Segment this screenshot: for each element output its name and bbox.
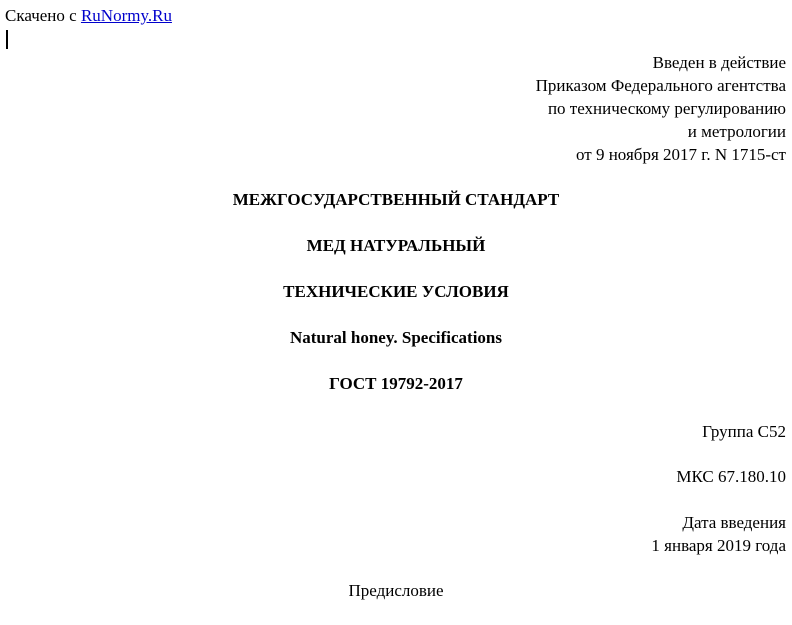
enactment-block [536,51,786,166]
enactment-line-5: от 9 ноября 2017 г. N 1715-ст [576,145,786,164]
standard-code: ГОСТ 19792-2017 [329,374,463,393]
standard-type-heading: МЕЖГОСУДАРСТВЕННЫЙ СТАНДАРТ [232,190,560,209]
intro-date-label: Дата введения [682,513,786,532]
source-prefix: Скачено с [5,6,81,25]
enactment-line-4: и метрологии [687,122,786,141]
group-label: Группа С52 [702,422,786,441]
document-title: МЕД НАТУРАЛЬНЫЙ [306,236,486,255]
enactment-line-3: по техническому регулированию [547,99,786,118]
enactment-line-2: Приказом Федерального агентства [535,76,786,95]
mks-label: МКС 67.180.10 [676,467,786,486]
source-line [5,6,172,26]
intro-date-value: 1 января 2019 года [651,536,786,555]
english-title: Natural honey. Specifications [289,328,503,347]
document-subtitle: ТЕХНИЧЕСКИЕ УСЛОВИЯ [283,282,509,301]
enactment-line-1: Введен в действие [652,53,786,72]
runormy-link[interactable]: RuNormy.Ru [80,6,172,25]
preface-heading: Предисловие [348,581,444,600]
text-caret [6,30,8,49]
